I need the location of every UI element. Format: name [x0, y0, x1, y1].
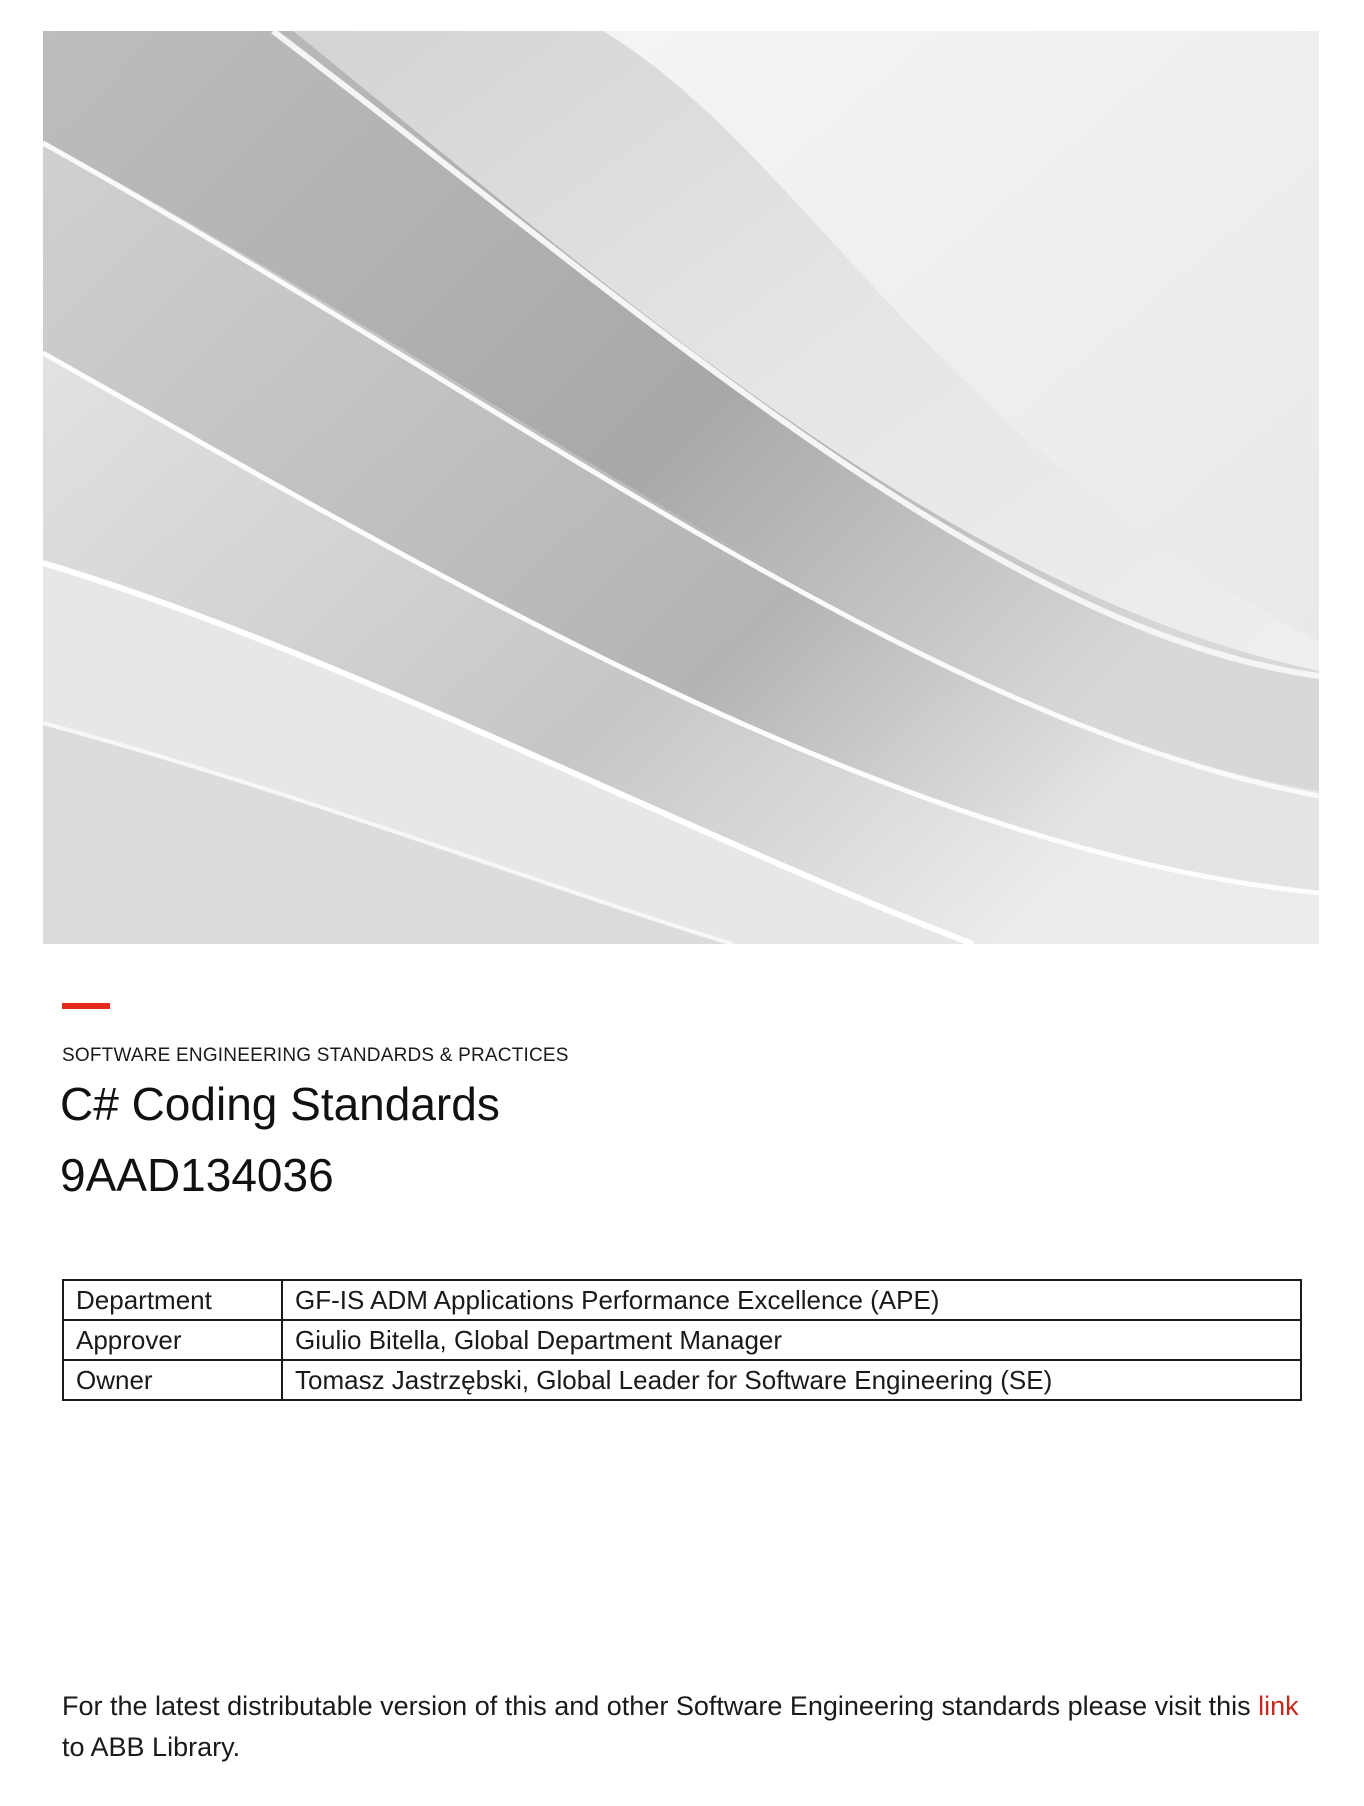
row-label: Owner — [63, 1360, 282, 1400]
footer-note — [62, 1686, 1322, 1768]
document-id: 9AAD134036 — [60, 1149, 334, 1201]
cover-image — [43, 31, 1319, 944]
abstract-waves-graphic — [43, 31, 1319, 944]
row-value: GF-IS ADM Applications Performance Excellence (APE) — [282, 1280, 1301, 1320]
row-label: Department — [63, 1280, 282, 1320]
footer-text-after: to ABB Library. — [62, 1732, 241, 1762]
table-row — [63, 1280, 1301, 1320]
row-value: Giulio Bitella, Global Department Manager — [282, 1320, 1301, 1360]
row-label: Approver — [63, 1320, 282, 1360]
row-value: Tomasz Jastrzębski, Global Leader for Software Engineering (SE) — [282, 1360, 1301, 1400]
abb-library-link[interactable]: link — [1258, 1691, 1299, 1721]
accent-bar — [62, 1003, 110, 1009]
series-label: SOFTWARE ENGINEERING STANDARDS & PRACTICES — [62, 1045, 569, 1066]
page-title: C# Coding Standards — [60, 1078, 500, 1130]
table-row — [63, 1360, 1301, 1400]
footer-text-before: For the latest distributable version of this and other Software Engineering standards please visit this — [62, 1691, 1259, 1721]
info-table — [62, 1279, 1302, 1401]
table-row — [63, 1320, 1301, 1360]
